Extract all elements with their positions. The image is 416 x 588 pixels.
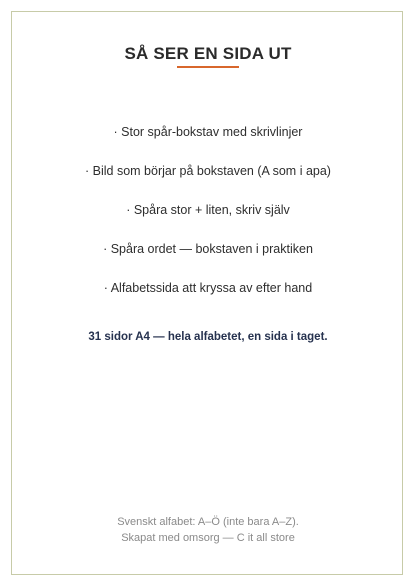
footer-alphabet-note: Svenskt alfabet: A–Ö (inte bara A–Z). <box>117 516 299 528</box>
feature-item: · Spåra ordet — bokstaven i praktiken <box>103 242 313 256</box>
feature-item: · Stor spår-bokstav med skrivlinjer <box>113 125 303 139</box>
feature-item: · Bild som börjar på bokstaven (A som i apa) <box>85 164 331 178</box>
page-title: SÅ SER EN SIDA UT <box>124 44 292 63</box>
feature-item: · Spåra stor + liten, skriv själv <box>126 203 290 217</box>
summary-text: 31 sidor A4 — hela alfabetet, en sida i taget. <box>88 331 328 343</box>
footer-credit: Skapat med omsorg — C it all store <box>121 532 295 544</box>
feature-item: · Alfabetssida att kryssa av efter hand <box>103 281 313 295</box>
title-underline <box>177 66 239 68</box>
